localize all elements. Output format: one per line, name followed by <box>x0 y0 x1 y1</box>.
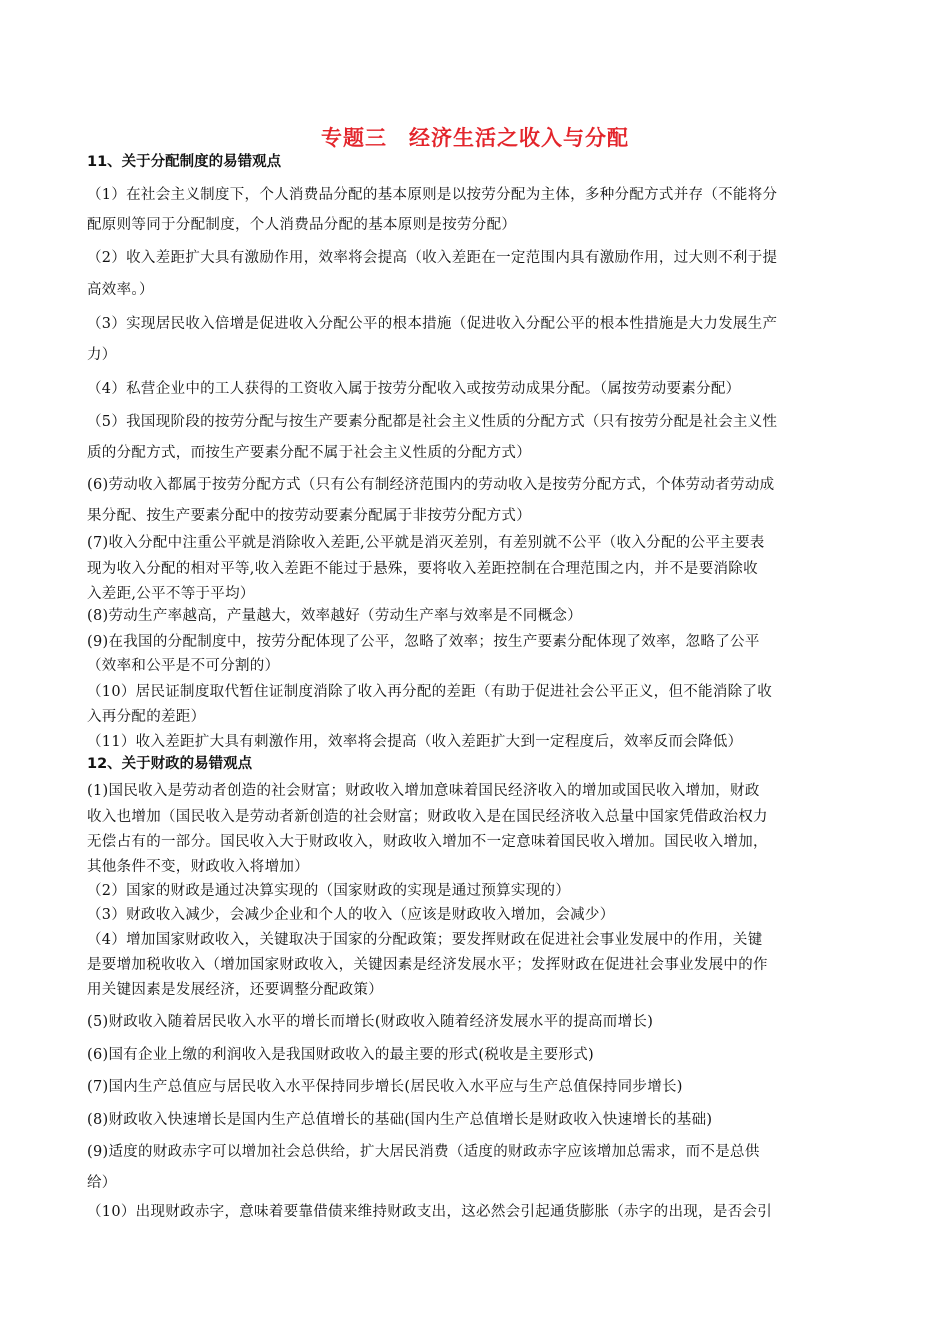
text-line: 配原则等同于分配制度，个人消费品分配的基本原则是按劳分配） <box>87 217 517 233</box>
text-line: (1)国民收入是劳动者创造的社会财富；财政收入增加意味着国民经济收入的增加或国民收入增加，财政 <box>87 783 760 799</box>
text-line: 是要增加税收收入（增加国家财政收入，关键因素是经济发展水平；发挥财政在促进社会事业发展中的作 <box>87 957 768 973</box>
text-line: （效率和公平是不可分割的） <box>87 658 280 674</box>
text-line: （5）我国现阶段的按劳分配与按生产要素分配都是社会主义性质的分配方式（只有按劳分配是社会主义性 <box>87 414 778 430</box>
text-line: （11）收入差距扩大具有刺激作用，效率将会提高（收入差距扩大到一定程度后，效率反而会降低） <box>87 734 743 750</box>
section-heading: 11、关于分配制度的易错观点 <box>87 154 282 170</box>
text-line: 用关键因素是发展经济，还要调整分配政策） <box>87 982 383 998</box>
text-line: （2）国家的财政是通过决算实现的（国家财政的实现是通过预算实现的） <box>87 883 571 899</box>
text-line: （1）在社会主义制度下，个人消费品分配的基本原则是以按劳分配为主体，多种分配方式并存（不能将分 <box>87 187 778 203</box>
text-line: 现为收入分配的相对平等,收入差距不能过于悬殊，要将收入差距控制在合理范围之内，并不是要消除收 <box>87 561 758 577</box>
text-line: 无偿占有的一部分。国民收入大于财政收入，财政收入增加不一定意味着国民收入增加。国民收入增加， <box>87 834 768 850</box>
text-line: 给） <box>87 1175 117 1191</box>
text-line: (9)适度的财政赤字可以增加社会总供给，扩大居民消费（适度的财政赤字应该增加总需求，而不是总供 <box>87 1144 760 1160</box>
text-line: 入差距,公平不等于平均） <box>87 586 255 602</box>
text-line: (8)劳动生产率越高，产量越大，效率越好（劳动生产率与效率是不同概念） <box>87 608 583 624</box>
text-line: 其他条件不变，财政收入将增加） <box>87 859 309 875</box>
text-line: (9)在我国的分配制度中，按劳分配体现了公平，忽略了效率；按生产要素分配体现了效率，忽略了公平 <box>87 634 760 650</box>
text-line: (8)财政收入快速增长是国内生产总值增长的基础(国内生产总值增长是财政收入快速增长的基础) <box>87 1112 713 1128</box>
text-line: 力） <box>87 347 117 363</box>
text-line: 果分配、按生产要素分配中的按劳动要素分配属于非按劳分配方式） <box>87 508 531 524</box>
text-line: (7)国内生产总值应与居民收入水平保持同步增长(居民收入水平应与生产总值保持同步增长) <box>87 1079 683 1095</box>
text-line: 入再分配的差距） <box>87 709 206 725</box>
section-heading: 12、关于财政的易错观点 <box>87 756 253 772</box>
text-line: （4）增加国家财政收入，关键取决于国家的分配政策；要发挥财政在促进社会事业发展中的作用，关键 <box>87 932 763 948</box>
text-line: （3）财政收入减少，会减少企业和个人的收入（应该是财政收入增加，会减少） <box>87 907 615 923</box>
text-line: （10）居民证制度取代暂住证制度消除了收入再分配的差距（有助于促进社会公平正义，但不能消除了收 <box>87 684 773 700</box>
text-line: （4）私营企业中的工人获得的工资收入属于按劳分配收入或按劳动成果分配。（属按劳动要素分配） <box>87 381 741 397</box>
text-line: (5)财政收入随着居民收入水平的增长而增长(财政收入随着经济发展水平的提高而增长) <box>87 1014 654 1030</box>
text-line: （3）实现居民收入倍增是促进收入分配公平的根本措施（促进收入分配公平的根本性措施是大力发展生产 <box>87 316 778 332</box>
text-line: (6)国有企业上缴的利润收入是我国财政收入的最主要的形式(税收是主要形式) <box>87 1047 594 1063</box>
document-title: 专题三 经济生活之收入与分配 <box>321 126 629 150</box>
text-line: 收入也增加（国民收入是劳动者新创造的社会财富；财政收入是在国民经济收入总量中国家凭借政治权力 <box>87 809 768 825</box>
text-line: 高效率。） <box>87 282 154 298</box>
text-line: 质的分配方式，而按生产要素分配不属于社会主义性质的分配方式） <box>87 445 531 461</box>
text-line: (7)收入分配中注重公平就是消除收入差距,公平就是消灭差别，有差别就不公平（收入分配的公平主要表 <box>87 535 765 551</box>
text-line: （2）收入差距扩大具有激励作用，效率将会提高（收入差距在一定范围内具有激励作用，过大则不利于提 <box>87 250 778 266</box>
text-line: (6)劳动收入都属于按劳分配方式（只有公有制经济范围内的劳动收入是按劳分配方式，个体劳动者劳动成 <box>87 477 775 493</box>
text-line: （10）出现财政赤字，意味着要靠借债来维持财政支出，这必然会引起通货膨胀（赤字的出现，是否会引 <box>87 1204 773 1220</box>
